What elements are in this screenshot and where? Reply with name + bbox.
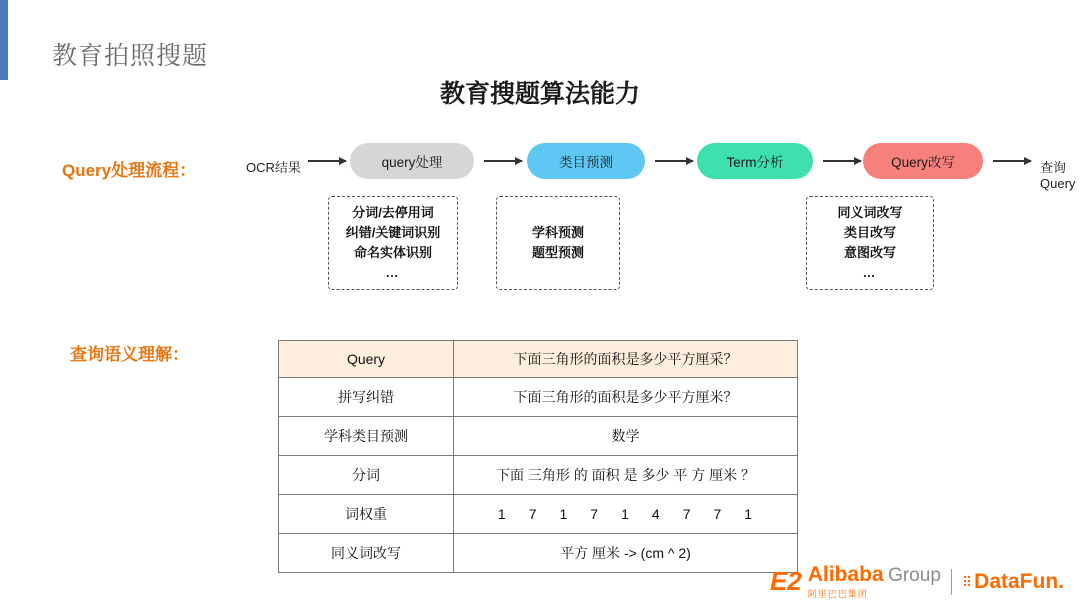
- arrow-icon-2: [484, 160, 522, 162]
- detail-line: 命名实体识别: [353, 245, 432, 260]
- page-title: 教育搜题算法能力: [439, 80, 640, 108]
- arrow-icon-3: [655, 160, 693, 162]
- detail-line: 同义词改写: [837, 204, 903, 220]
- arrow-icon-1: [308, 160, 346, 162]
- semantic-table: [278, 340, 798, 573]
- table-cell-key: 拼写纠错: [279, 378, 454, 417]
- arrow-icon-4: [823, 160, 861, 162]
- alibaba-mark-icon: E2: [769, 566, 802, 596]
- table-cell-value: 下面 三角形 的 面积 是 多少 平 方 厘米 ？: [454, 456, 798, 495]
- detail-box-category-prediction: [496, 196, 620, 290]
- weight-value: 1: [559, 506, 569, 522]
- table-row: [279, 417, 798, 456]
- weight-value: 7: [682, 506, 692, 522]
- table-cell-value: 下面三角形的面积是多少平方厘采？: [454, 341, 798, 378]
- alibaba-name-cn: 阿里巴巴集团: [807, 589, 868, 599]
- logo-divider: [951, 569, 952, 595]
- datafun-logo: [962, 570, 1064, 594]
- weight-value: 1: [744, 506, 754, 522]
- detail-box-query-rewrite: [806, 196, 934, 290]
- flow-step-term-analysis[interactable]: [697, 143, 813, 179]
- table-cell-value: 平方 厘米 -> (cm ^ 2): [454, 534, 798, 573]
- alibaba-logo: [770, 563, 941, 600]
- table-row: [279, 495, 798, 534]
- flow-start-label: OCR结果: [246, 160, 301, 175]
- query-flow-diagram: [240, 143, 1076, 191]
- table-cell-key: 词权重: [279, 495, 454, 534]
- table-cell-key: Query: [279, 341, 454, 378]
- weight-value: 1: [621, 506, 630, 522]
- weight-value: 1: [497, 506, 507, 522]
- weight-value: 7: [713, 506, 723, 522]
- flow-step-label: query处理: [381, 155, 443, 170]
- flow-step-query-processing[interactable]: [350, 143, 474, 179]
- table-cell-key: 学科类目预测: [279, 417, 454, 456]
- detail-line: 意图改写: [843, 245, 896, 260]
- word-weight-list: [458, 506, 793, 522]
- detail-ellipsis: …: [862, 265, 878, 281]
- datafun-dots-icon: ⠿: [961, 573, 972, 590]
- flow-step-query-rewrite[interactable]: [863, 143, 983, 179]
- table-cell-value: 下面三角形的面积是多少平方厘米？: [454, 378, 798, 417]
- detail-line: 题型预测: [531, 245, 584, 260]
- weight-value: 4: [651, 506, 661, 522]
- datafun-name: DataFun.: [974, 569, 1064, 593]
- table-row: [279, 378, 798, 417]
- table-cell-key: 同义词改写: [279, 534, 454, 573]
- detail-line: 学科预测: [531, 224, 584, 240]
- table-cell-value-weights: [454, 495, 798, 534]
- detail-line: 分词/去停用词: [352, 204, 434, 220]
- table-cell-value: 数学: [454, 417, 798, 456]
- slide-title: 教育拍照搜题: [52, 42, 209, 70]
- detail-line: 类目改写: [843, 224, 896, 240]
- detail-ellipsis: …: [385, 265, 401, 281]
- alibaba-group: Group: [888, 565, 941, 586]
- accent-bar: [0, 0, 8, 80]
- detail-box-query-processing: [328, 196, 458, 290]
- weight-value: 7: [590, 506, 600, 522]
- table-cell-key: 分词: [279, 456, 454, 495]
- flow-step-label: 类目预测: [559, 155, 613, 170]
- section-label-query-flow: Query处理流程：: [62, 161, 197, 180]
- flow-step-label: Query改写: [891, 155, 955, 170]
- detail-line: 纠错/关键词识别: [345, 224, 441, 240]
- table-row-header: [279, 341, 798, 378]
- weight-value: 7: [528, 506, 538, 522]
- alibaba-name: Alibaba: [807, 563, 884, 586]
- flow-step-category-prediction[interactable]: [527, 143, 645, 179]
- table-row: [279, 534, 798, 573]
- flow-end-label: 查询Query: [1040, 160, 1076, 191]
- footer-logos: [770, 563, 1064, 600]
- section-label-semantic: 查询语义理解：: [70, 345, 189, 364]
- flow-step-label: Term分析: [726, 155, 784, 170]
- arrow-icon-5: [993, 160, 1031, 162]
- table-row: [279, 456, 798, 495]
